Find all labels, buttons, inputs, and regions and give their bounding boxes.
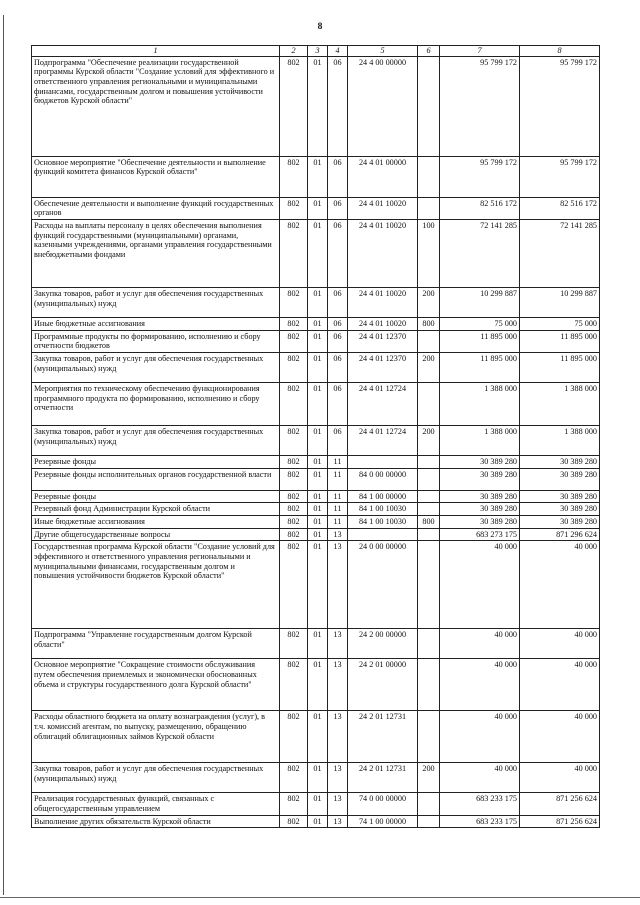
expense-type-code bbox=[418, 197, 440, 219]
section-code: 01 bbox=[308, 197, 328, 219]
amount-year-2: 11 895 000 bbox=[520, 353, 600, 383]
amount-year-2: 1 388 000 bbox=[520, 383, 600, 426]
amount-year-1: 683 233 175 bbox=[440, 793, 520, 815]
target-article-code: 24 4 01 12724 bbox=[348, 426, 418, 456]
section-code: 01 bbox=[308, 318, 328, 331]
target-article-code: 24 4 00 00000 bbox=[348, 56, 418, 156]
target-article-code: 24 4 01 12370 bbox=[348, 353, 418, 383]
admin-code: 802 bbox=[280, 659, 308, 711]
amount-year-1: 30 389 280 bbox=[440, 503, 520, 516]
table-row bbox=[32, 426, 600, 456]
target-article-code: 24 4 01 10020 bbox=[348, 318, 418, 331]
amount-year-1: 72 141 285 bbox=[440, 220, 520, 288]
admin-code: 802 bbox=[280, 197, 308, 219]
row-name: Закупка товаров, работ и услуг для обеспечения государственных (муниципальных) нужд bbox=[32, 426, 280, 456]
budget-table bbox=[31, 45, 600, 828]
row-name: Другие общегосударственные вопросы bbox=[32, 528, 280, 541]
row-name: Закупка товаров, работ и услуг для обеспечения государственных (муниципальных) нужд bbox=[32, 288, 280, 318]
expense-type-code bbox=[418, 56, 440, 156]
column-header: 4 bbox=[328, 46, 348, 57]
subsection-code: 11 bbox=[328, 456, 348, 469]
section-code: 01 bbox=[308, 711, 328, 763]
table-row bbox=[32, 318, 600, 331]
admin-code: 802 bbox=[280, 288, 308, 318]
admin-code: 802 bbox=[280, 56, 308, 156]
row-name: Расходы на выплаты персоналу в целях обеспечения выполнения функций государственными (муниципальными) органами, казенными учреждениями, органами управления государственными внебюджетными фондами bbox=[32, 220, 280, 288]
section-code: 01 bbox=[308, 503, 328, 516]
target-article-code: 24 2 00 00000 bbox=[348, 629, 418, 659]
amount-year-1: 10 299 887 bbox=[440, 288, 520, 318]
amount-year-2: 871 256 624 bbox=[520, 793, 600, 815]
target-article-code: 74 0 00 00000 bbox=[348, 793, 418, 815]
section-code: 01 bbox=[308, 426, 328, 456]
expense-type-code bbox=[418, 793, 440, 815]
target-article-code: 84 1 00 10030 bbox=[348, 503, 418, 516]
amount-year-2: 30 389 280 bbox=[520, 490, 600, 503]
table-row bbox=[32, 763, 600, 793]
subsection-code: 06 bbox=[328, 383, 348, 426]
subsection-code: 06 bbox=[328, 197, 348, 219]
subsection-code: 11 bbox=[328, 468, 348, 490]
expense-type-code bbox=[418, 156, 440, 197]
row-name: Резервные фонды bbox=[32, 490, 280, 503]
table-row bbox=[32, 629, 600, 659]
table-row bbox=[32, 793, 600, 815]
row-name: Основное мероприятие "Сокращение стоимости обслуживания путем обеспечения приемлемых и экономически обоснованных объема и структуры государственного долга Курской области" bbox=[32, 659, 280, 711]
subsection-code: 06 bbox=[328, 426, 348, 456]
expense-type-code bbox=[418, 629, 440, 659]
amount-year-1: 95 799 172 bbox=[440, 56, 520, 156]
admin-code: 802 bbox=[280, 490, 308, 503]
expense-type-code bbox=[418, 383, 440, 426]
expense-type-code: 200 bbox=[418, 426, 440, 456]
column-header: 5 bbox=[348, 46, 418, 57]
admin-code: 802 bbox=[280, 330, 308, 352]
expense-type-code bbox=[418, 815, 440, 828]
target-article-code: 24 0 00 00000 bbox=[348, 541, 418, 629]
subsection-code: 13 bbox=[328, 528, 348, 541]
expense-type-code bbox=[418, 503, 440, 516]
row-name: Закупка товаров, работ и услуг для обеспечения государственных (муниципальных) нужд bbox=[32, 353, 280, 383]
amount-year-1: 30 389 280 bbox=[440, 456, 520, 469]
amount-year-1: 1 388 000 bbox=[440, 426, 520, 456]
expense-type-code: 200 bbox=[418, 288, 440, 318]
subsection-code: 06 bbox=[328, 220, 348, 288]
row-name: Закупка товаров, работ и услуг для обеспечения государственных (муниципальных) нужд bbox=[32, 763, 280, 793]
admin-code: 802 bbox=[280, 426, 308, 456]
expense-type-code bbox=[418, 541, 440, 629]
admin-code: 802 bbox=[280, 456, 308, 469]
expense-type-code bbox=[418, 456, 440, 469]
section-code: 01 bbox=[308, 815, 328, 828]
column-header: 6 bbox=[418, 46, 440, 57]
amount-year-1: 95 799 172 bbox=[440, 156, 520, 197]
table-row bbox=[32, 503, 600, 516]
amount-year-2: 40 000 bbox=[520, 763, 600, 793]
subsection-code: 13 bbox=[328, 629, 348, 659]
target-article-code: 24 2 01 12731 bbox=[348, 763, 418, 793]
target-article-code: 74 1 00 00000 bbox=[348, 815, 418, 828]
expense-type-code: 200 bbox=[418, 353, 440, 383]
table-row bbox=[32, 156, 600, 197]
amount-year-2: 11 895 000 bbox=[520, 330, 600, 352]
section-code: 01 bbox=[308, 220, 328, 288]
row-name: Реализация государственных функций, связанных с общегосударственным управлением bbox=[32, 793, 280, 815]
table-row bbox=[32, 468, 600, 490]
amount-year-2: 40 000 bbox=[520, 659, 600, 711]
table-row bbox=[32, 220, 600, 288]
target-article-code: 84 1 00 00000 bbox=[348, 490, 418, 503]
expense-type-code bbox=[418, 490, 440, 503]
amount-year-1: 40 000 bbox=[440, 763, 520, 793]
expense-type-code bbox=[418, 659, 440, 711]
table-row bbox=[32, 288, 600, 318]
admin-code: 802 bbox=[280, 763, 308, 793]
amount-year-1: 40 000 bbox=[440, 541, 520, 629]
section-code: 01 bbox=[308, 541, 328, 629]
amount-year-2: 40 000 bbox=[520, 541, 600, 629]
target-article-code: 84 1 00 10030 bbox=[348, 516, 418, 529]
table-row bbox=[32, 815, 600, 828]
amount-year-1: 683 233 175 bbox=[440, 815, 520, 828]
table-row bbox=[32, 659, 600, 711]
amount-year-2: 871 296 624 bbox=[520, 528, 600, 541]
table-row bbox=[32, 383, 600, 426]
amount-year-2: 95 799 172 bbox=[520, 156, 600, 197]
row-name: Основное мероприятие "Обеспечение деятельности и выполнение функций комитета финансов Курской области" bbox=[32, 156, 280, 197]
amount-year-2: 82 516 172 bbox=[520, 197, 600, 219]
amount-year-1: 11 895 000 bbox=[440, 353, 520, 383]
row-name: Резервный фонд Администрации Курской области bbox=[32, 503, 280, 516]
section-code: 01 bbox=[308, 490, 328, 503]
admin-code: 802 bbox=[280, 383, 308, 426]
section-code: 01 bbox=[308, 793, 328, 815]
column-header: 8 bbox=[520, 46, 600, 57]
subsection-code: 06 bbox=[328, 288, 348, 318]
admin-code: 802 bbox=[280, 516, 308, 529]
row-name: Подпрограмма "Обеспечение реализации государственной программы Курской области "Создание условий для эффективного и ответственного управления региональными и муниципальными финансами, государственным долгом и повышения устойчивости бюджетов Курской области" bbox=[32, 56, 280, 156]
amount-year-1: 30 389 280 bbox=[440, 468, 520, 490]
table-row bbox=[32, 528, 600, 541]
row-name: Государственная программа Курской области "Создание условий для эффективного и ответственного управления региональными и муниципальными финансами, государственным долгом и повышения устойчивости бюджетов Курской области" bbox=[32, 541, 280, 629]
subsection-code: 13 bbox=[328, 711, 348, 763]
admin-code: 802 bbox=[280, 629, 308, 659]
amount-year-2: 40 000 bbox=[520, 629, 600, 659]
expense-type-code bbox=[418, 528, 440, 541]
table-row bbox=[32, 490, 600, 503]
admin-code: 802 bbox=[280, 815, 308, 828]
admin-code: 802 bbox=[280, 711, 308, 763]
subsection-code: 13 bbox=[328, 659, 348, 711]
target-article-code bbox=[348, 528, 418, 541]
row-name: Подпрограмма "Управление государственным долгом Курской области" bbox=[32, 629, 280, 659]
section-code: 01 bbox=[308, 383, 328, 426]
amount-year-1: 40 000 bbox=[440, 659, 520, 711]
subsection-code: 11 bbox=[328, 490, 348, 503]
amount-year-2: 95 799 172 bbox=[520, 56, 600, 156]
expense-type-code bbox=[418, 468, 440, 490]
table-row bbox=[32, 330, 600, 352]
admin-code: 802 bbox=[280, 468, 308, 490]
section-code: 01 bbox=[308, 629, 328, 659]
target-article-code: 24 4 01 00000 bbox=[348, 156, 418, 197]
amount-year-2: 10 299 887 bbox=[520, 288, 600, 318]
target-article-code: 84 0 00 00000 bbox=[348, 468, 418, 490]
amount-year-1: 40 000 bbox=[440, 711, 520, 763]
subsection-code: 06 bbox=[328, 56, 348, 156]
expense-type-code bbox=[418, 711, 440, 763]
row-name: Резервные фонды bbox=[32, 456, 280, 469]
amount-year-1: 30 389 280 bbox=[440, 516, 520, 529]
amount-year-1: 75 000 bbox=[440, 318, 520, 331]
table-row bbox=[32, 353, 600, 383]
row-name: Расходы областного бюджета на оплату вознаграждения (услуг), в т.ч. комиссий агентам, по выпуску, размещению, обращению облигаций облигационных займов Курской области bbox=[32, 711, 280, 763]
expense-type-code: 800 bbox=[418, 516, 440, 529]
amount-year-2: 30 389 280 bbox=[520, 503, 600, 516]
amount-year-1: 40 000 bbox=[440, 629, 520, 659]
column-header: 1 bbox=[32, 46, 280, 57]
admin-code: 802 bbox=[280, 156, 308, 197]
section-code: 01 bbox=[308, 330, 328, 352]
section-code: 01 bbox=[308, 56, 328, 156]
target-article-code: 24 2 01 12731 bbox=[348, 711, 418, 763]
amount-year-2: 871 256 624 bbox=[520, 815, 600, 828]
table-row bbox=[32, 711, 600, 763]
amount-year-2: 75 000 bbox=[520, 318, 600, 331]
column-header: 7 bbox=[440, 46, 520, 57]
row-name: Выполнение других обязательств Курской области bbox=[32, 815, 280, 828]
subsection-code: 13 bbox=[328, 541, 348, 629]
target-article-code: 24 4 01 12724 bbox=[348, 383, 418, 426]
subsection-code: 06 bbox=[328, 330, 348, 352]
admin-code: 802 bbox=[280, 220, 308, 288]
admin-code: 802 bbox=[280, 353, 308, 383]
target-article-code: 24 4 01 10020 bbox=[348, 288, 418, 318]
admin-code: 802 bbox=[280, 793, 308, 815]
amount-year-1: 683 273 175 bbox=[440, 528, 520, 541]
subsection-code: 06 bbox=[328, 156, 348, 197]
amount-year-2: 30 389 280 bbox=[520, 456, 600, 469]
admin-code: 802 bbox=[280, 318, 308, 331]
column-header: 2 bbox=[280, 46, 308, 57]
amount-year-2: 30 389 280 bbox=[520, 516, 600, 529]
amount-year-1: 1 388 000 bbox=[440, 383, 520, 426]
amount-year-2: 72 141 285 bbox=[520, 220, 600, 288]
column-header: 3 bbox=[308, 46, 328, 57]
target-article-code: 24 4 01 10020 bbox=[348, 220, 418, 288]
page-edge-line bbox=[3, 15, 4, 895]
page-number: 8 bbox=[317, 22, 323, 32]
expense-type-code bbox=[418, 330, 440, 352]
expense-type-code: 100 bbox=[418, 220, 440, 288]
amount-year-1: 82 516 172 bbox=[440, 197, 520, 219]
amount-year-1: 11 895 000 bbox=[440, 330, 520, 352]
section-code: 01 bbox=[308, 288, 328, 318]
subsection-code: 11 bbox=[328, 503, 348, 516]
section-code: 01 bbox=[308, 763, 328, 793]
admin-code: 802 bbox=[280, 528, 308, 541]
section-code: 01 bbox=[308, 528, 328, 541]
subsection-code: 06 bbox=[328, 353, 348, 383]
row-name: Программные продукты по формированию, исполнению и сбору отчетности бюджетов bbox=[32, 330, 280, 352]
section-code: 01 bbox=[308, 468, 328, 490]
table-row bbox=[32, 541, 600, 629]
target-article-code: 24 4 01 12370 bbox=[348, 330, 418, 352]
amount-year-1: 30 389 280 bbox=[440, 490, 520, 503]
table-row bbox=[32, 56, 600, 156]
expense-type-code: 200 bbox=[418, 763, 440, 793]
admin-code: 802 bbox=[280, 503, 308, 516]
amount-year-2: 30 389 280 bbox=[520, 468, 600, 490]
section-code: 01 bbox=[308, 516, 328, 529]
row-name: Обеспечение деятельности и выполнение функций государственных органов bbox=[32, 197, 280, 219]
row-name: Мероприятия по техническому обеспечению функционирования программного продукта по формированию, исполнению и сбору отчетности bbox=[32, 383, 280, 426]
target-article-code: 24 2 01 00000 bbox=[348, 659, 418, 711]
subsection-code: 06 bbox=[328, 318, 348, 331]
table-row bbox=[32, 197, 600, 219]
column-number-row bbox=[32, 46, 600, 57]
amount-year-2: 40 000 bbox=[520, 711, 600, 763]
subsection-code: 11 bbox=[328, 516, 348, 529]
subsection-code: 13 bbox=[328, 815, 348, 828]
table-row bbox=[32, 516, 600, 529]
row-name: Резервные фонды исполнительных органов государственной власти bbox=[32, 468, 280, 490]
table-row bbox=[32, 456, 600, 469]
section-code: 01 bbox=[308, 456, 328, 469]
section-code: 01 bbox=[308, 353, 328, 383]
amount-year-2: 1 388 000 bbox=[520, 426, 600, 456]
section-code: 01 bbox=[308, 156, 328, 197]
subsection-code: 13 bbox=[328, 763, 348, 793]
subsection-code: 13 bbox=[328, 793, 348, 815]
expense-type-code: 800 bbox=[418, 318, 440, 331]
section-code: 01 bbox=[308, 659, 328, 711]
page-bottom-line bbox=[0, 897, 640, 898]
admin-code: 802 bbox=[280, 541, 308, 629]
target-article-code bbox=[348, 456, 418, 469]
row-name: Иные бюджетные ассигнования bbox=[32, 318, 280, 331]
target-article-code: 24 4 01 10020 bbox=[348, 197, 418, 219]
row-name: Иные бюджетные ассигнования bbox=[32, 516, 280, 529]
